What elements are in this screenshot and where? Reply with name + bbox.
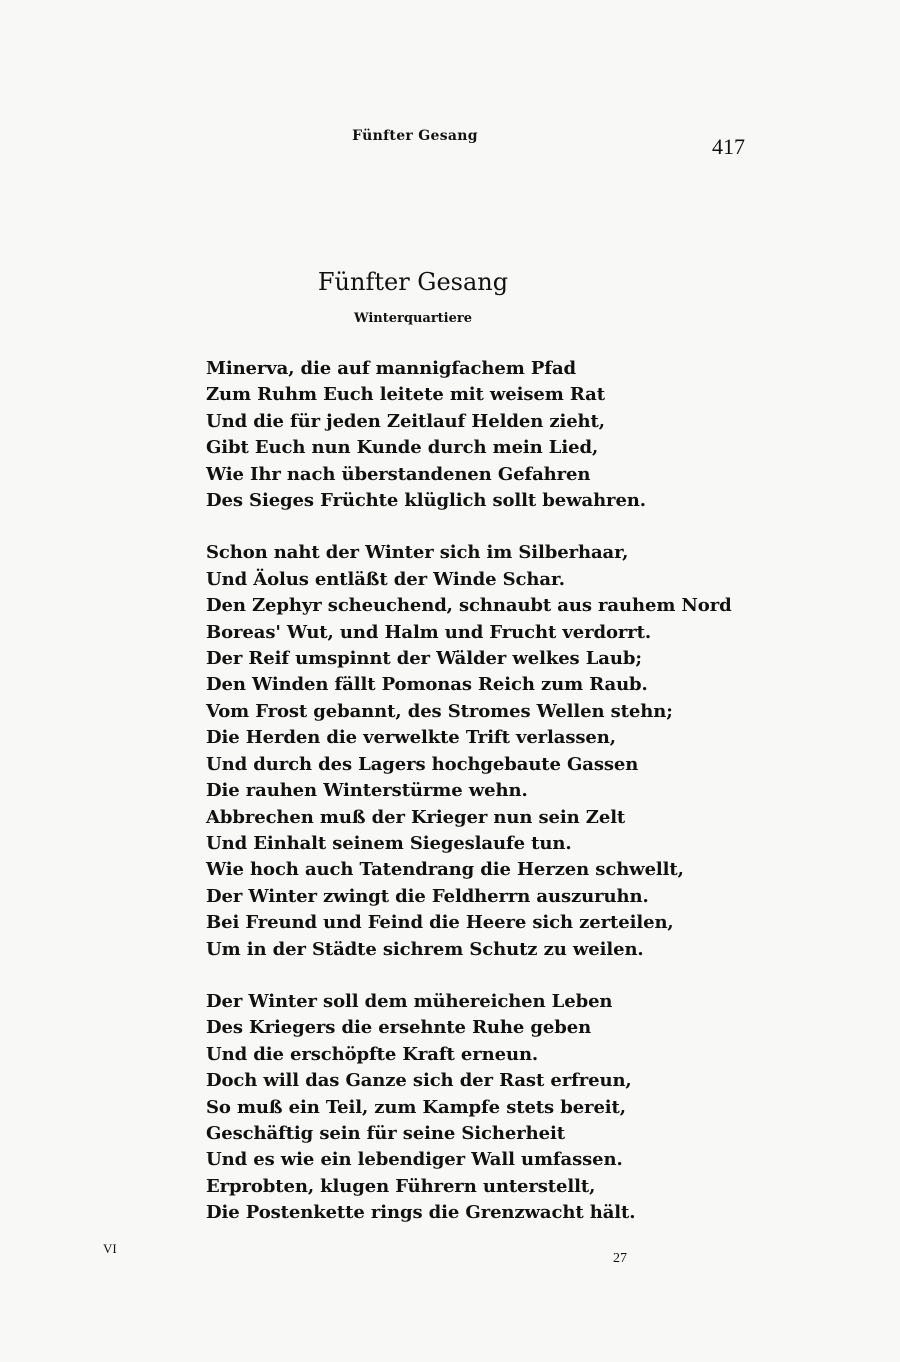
poem-line: Und es wie ein lebendiger Wall umfassen. xyxy=(206,1149,623,1171)
poem-line: Und durch des Lagers hochgebaute Gassen xyxy=(206,753,639,775)
poem-line: Erprobten, klugen Führern unterstellt, xyxy=(206,1175,596,1197)
stanza-2 xyxy=(206,540,732,963)
poem-line: Vom Frost gebannt, des Stromes Wellen stehn; xyxy=(206,700,673,722)
poem-line: Die Postenkette rings die Grenzwacht hält. xyxy=(206,1202,636,1224)
page-number: 417 xyxy=(712,134,745,159)
poem-line: Der Winter soll dem mühereichen Leben xyxy=(206,990,613,1012)
poem-line: Um in der Städte sichrem Schutz zu weilen. xyxy=(206,938,644,960)
poem-line: So muß ein Teil, zum Kampfe stets bereit, xyxy=(206,1096,626,1118)
poem-line: Und Äolus entläßt der Winde Schar. xyxy=(206,568,565,590)
poem-line: Der Reif umspinnt der Wälder welkes Laub; xyxy=(206,648,642,670)
poem-line: Doch will das Ganze sich der Rast erfreun, xyxy=(206,1070,632,1092)
poem-line: Die rauhen Winterstürme wehn. xyxy=(206,780,528,802)
poem-line: Zum Ruhm Euch leitete mit weisem Rat xyxy=(206,384,605,406)
poem xyxy=(206,356,732,1253)
poem-line: Bei Freund und Feind die Heere sich zerteilen, xyxy=(206,912,674,934)
poem-line: Schon naht der Winter sich im Silberhaar, xyxy=(206,542,629,564)
poem-line: Gibt Euch nun Kunde durch mein Lied, xyxy=(206,437,599,459)
running-head: Fünfter Gesang xyxy=(352,128,478,144)
stanza-1 xyxy=(206,356,646,514)
poem-line: Den Winden fällt Pomonas Reich zum Raub. xyxy=(206,674,648,696)
printer-signature-right: 27 xyxy=(613,1251,627,1266)
poem-line: Wie Ihr nach überstandenen Gefahren xyxy=(206,463,591,485)
poem-line: Des Sieges Früchte klüglich sollt bewahren. xyxy=(206,490,646,512)
poem-line: Die Herden die verwelkte Trift verlassen, xyxy=(206,727,616,749)
chapter-title: Fünfter Gesang xyxy=(317,268,509,296)
poem-line: Den Zephyr scheuchend, schnaubt aus rauhem Nord xyxy=(206,595,732,617)
poem-line: Des Kriegers die ersehnte Ruhe geben xyxy=(206,1017,592,1039)
poem-line: Wie hoch auch Tatendrang die Herzen schwellt, xyxy=(206,859,684,881)
poem-line: Boreas' Wut, und Halm und Frucht verdorrt. xyxy=(206,621,652,643)
poem-line: Und die erschöpfte Kraft erneun. xyxy=(206,1043,539,1065)
chapter-subtitle: Winterquartiere xyxy=(353,311,473,326)
poem-line: Der Winter zwingt die Feldherrn auszuruhn. xyxy=(206,885,649,907)
stanza-3 xyxy=(206,989,646,1227)
poem-line: Und Einhalt seinem Siegeslaufe tun. xyxy=(206,832,572,854)
poem-line: Und die für jeden Zeitlauf Helden zieht, xyxy=(206,410,605,432)
printer-signature-left: VI xyxy=(103,1241,117,1256)
poem-line: Minerva, die auf mannigfachem Pfad xyxy=(206,358,576,379)
poem-line: Geschäftig sein für seine Sicherheit xyxy=(206,1122,565,1144)
poem-line: Abbrechen muß der Krieger nun sein Zelt xyxy=(206,806,626,828)
